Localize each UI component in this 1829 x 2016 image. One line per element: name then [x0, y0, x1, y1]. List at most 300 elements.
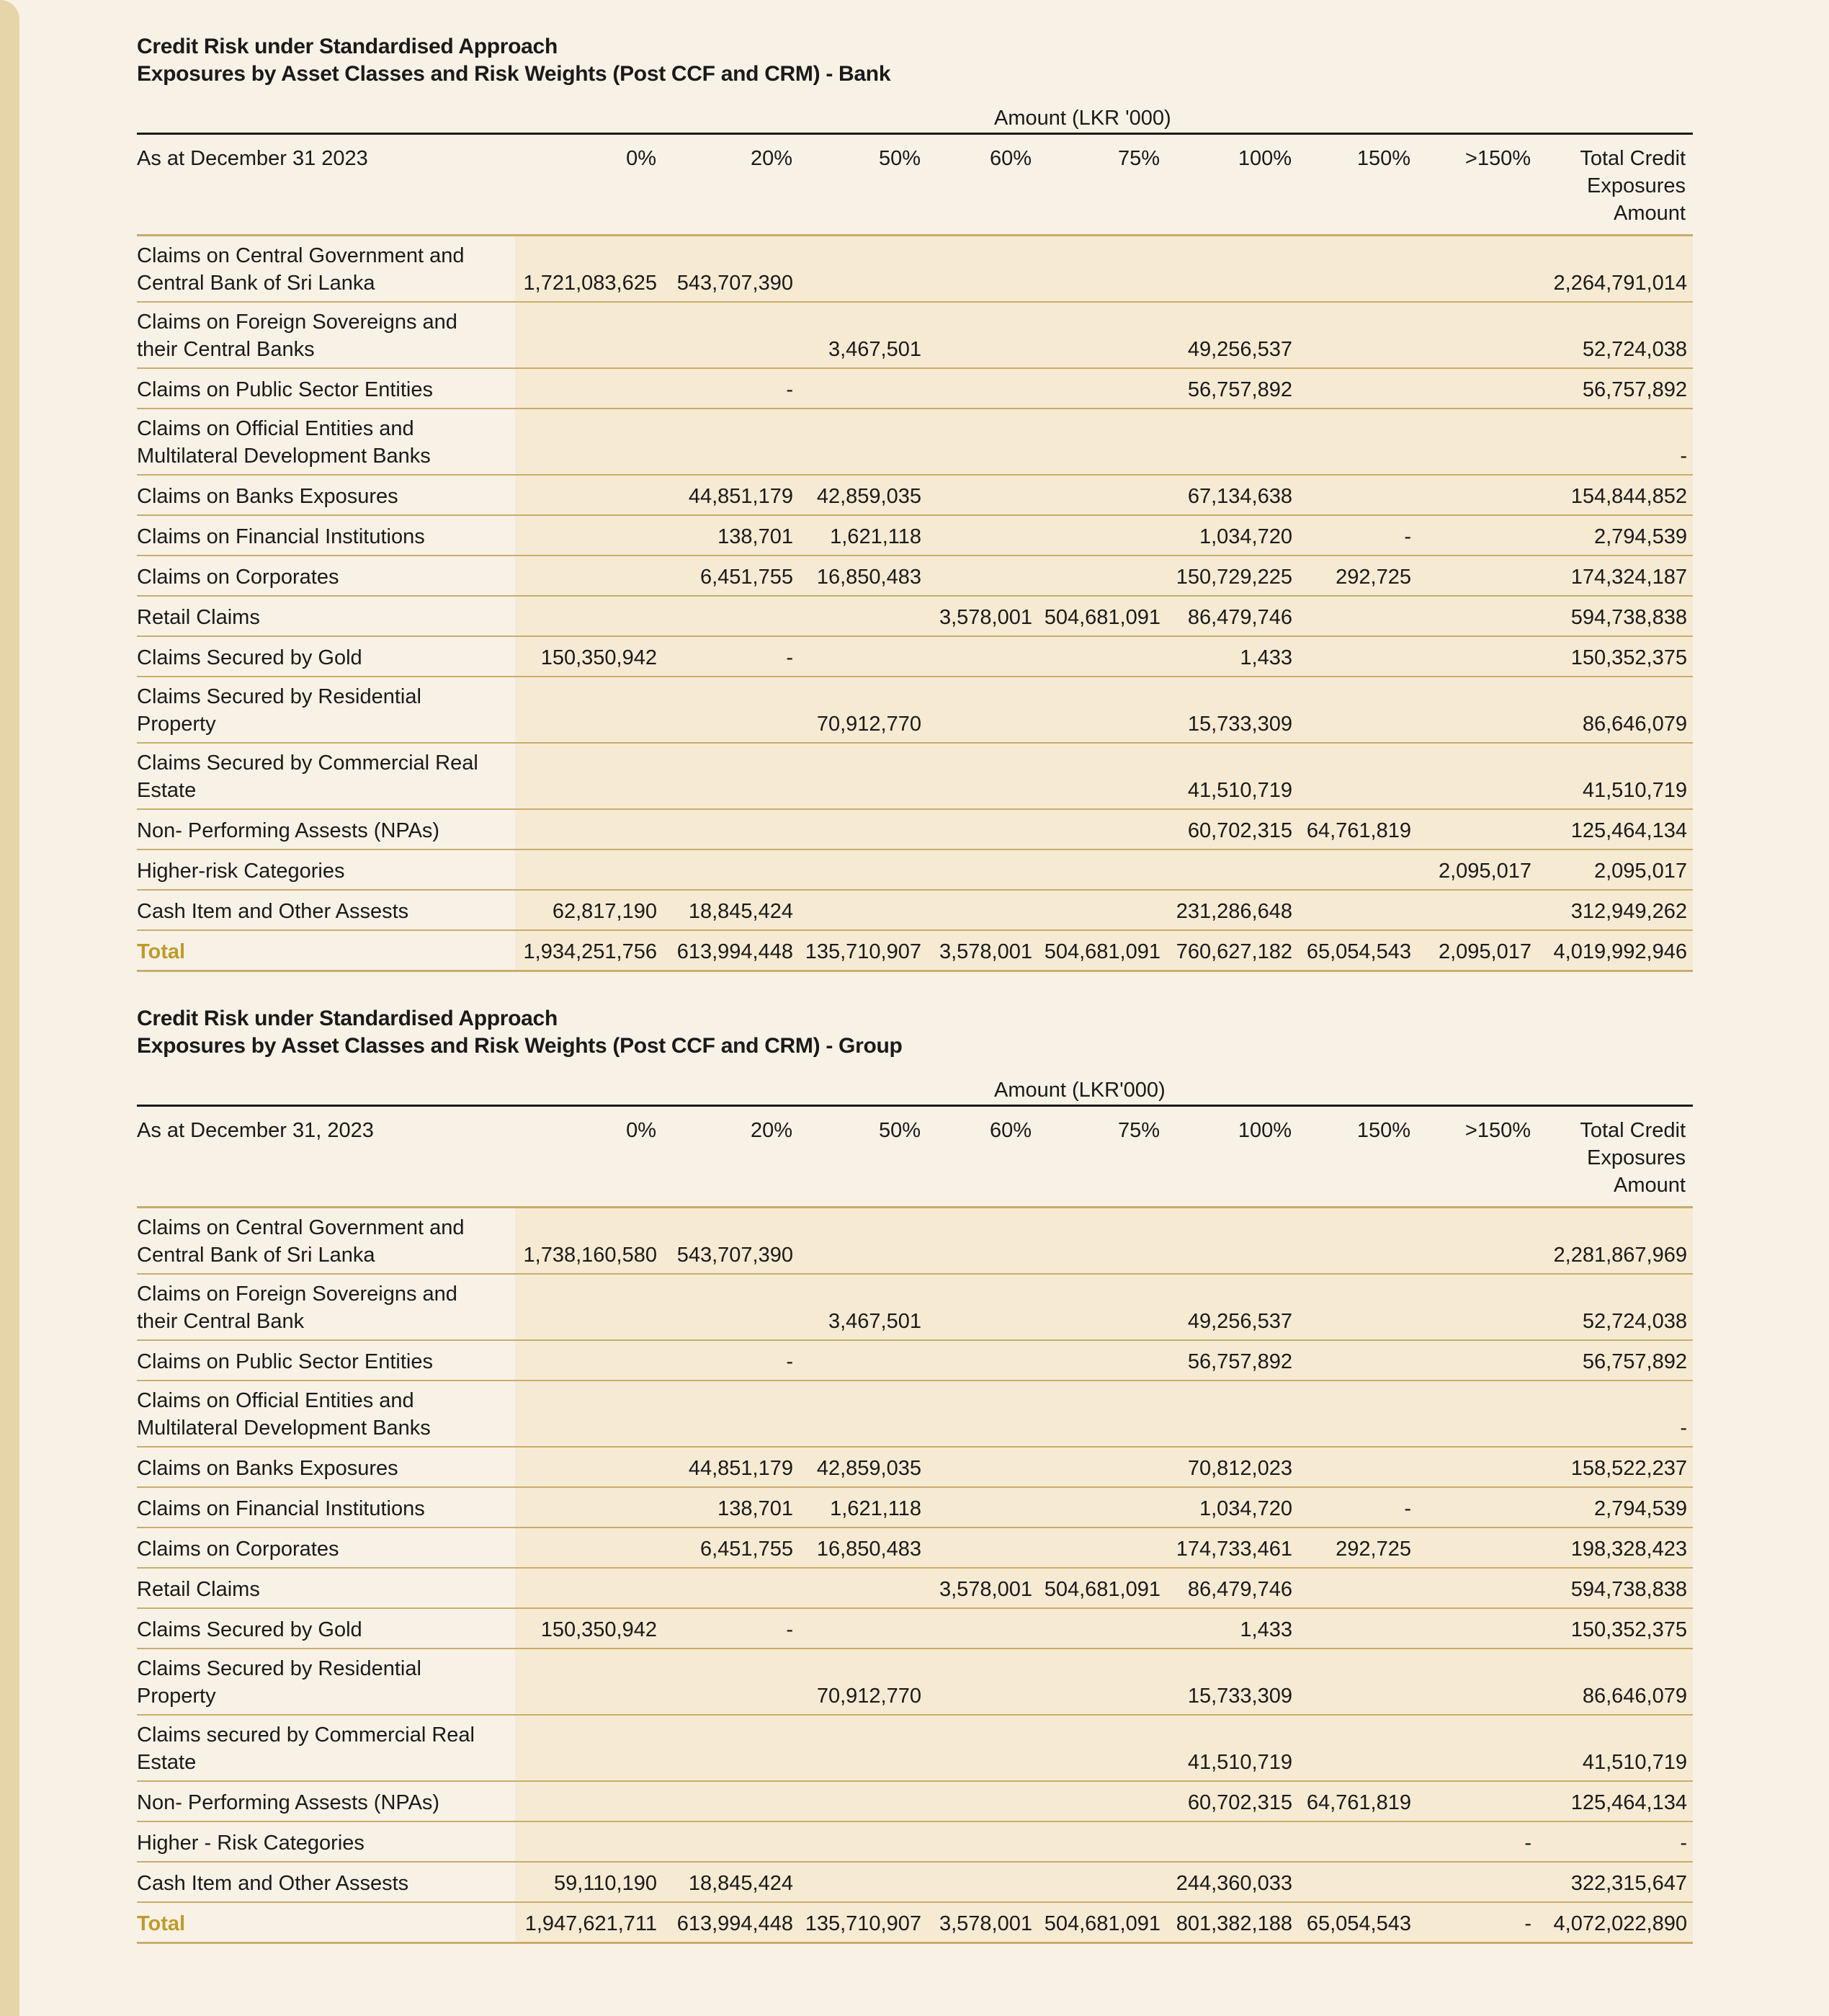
- cell-0pct: [515, 1381, 663, 1447]
- total-cell-100pct: 760,627,182: [1166, 930, 1298, 971]
- cell-60pct: [927, 475, 1038, 515]
- cell-60pct: [927, 1274, 1038, 1340]
- col-total-line3: Amount: [1614, 1174, 1686, 1197]
- table-row: [137, 1649, 1693, 1715]
- asset-class-line1: Claims on Financial Institutions: [137, 1497, 425, 1520]
- cell-60pct: [927, 368, 1038, 409]
- table-row: [137, 302, 1693, 368]
- cell-gt150pct: [1417, 1208, 1537, 1274]
- col-total-line1: Total Credit: [1580, 147, 1686, 170]
- table-row: [137, 1487, 1693, 1527]
- cell-gt150pct: [1417, 1608, 1537, 1649]
- cell-75pct: [1038, 1527, 1166, 1568]
- cell-gt150pct: [1417, 409, 1537, 475]
- asset-class-label: [137, 302, 515, 368]
- cell-0pct: [515, 1781, 663, 1821]
- cell-75pct: [1038, 475, 1166, 515]
- cell-150pct: 64,761,819: [1298, 809, 1417, 849]
- asset-class-line1: Claims Secured by Gold: [137, 1618, 362, 1641]
- cell-0pct: 1,738,160,580: [515, 1208, 663, 1274]
- bank-table-section: [137, 33, 1693, 972]
- asset-class-label: [137, 1821, 515, 1862]
- table-row: [137, 1381, 1693, 1447]
- cell-100pct: 86,479,746: [1166, 1568, 1298, 1608]
- total-cell-gt150pct: -: [1417, 1902, 1537, 1943]
- table-row: [137, 743, 1693, 809]
- cell-60pct: [927, 1781, 1038, 1821]
- cell-gt150pct: [1417, 556, 1537, 596]
- col-50pct: 50%: [878, 1119, 921, 1142]
- col-150pct: 150%: [1356, 147, 1410, 170]
- cell-100pct: 86,479,746: [1166, 596, 1298, 636]
- table-row: [137, 1274, 1693, 1340]
- asset-class-line2: Property: [137, 713, 216, 736]
- cell-20pct: 6,451,755: [663, 1527, 799, 1568]
- group-column-headers: [137, 1107, 1693, 1206]
- asset-class-line1: Non- Performing Assests (NPAs): [137, 1791, 440, 1814]
- cell-50pct: [799, 1340, 927, 1381]
- asset-class-line1: Higher - Risk Categories: [137, 1832, 365, 1855]
- asset-class-label: [137, 1487, 515, 1527]
- table-row: [137, 1781, 1693, 1821]
- cell-60pct: 3,578,001: [927, 596, 1038, 636]
- cell-20pct: [663, 409, 799, 475]
- cell-gt150pct: [1417, 368, 1537, 409]
- asset-class-line2: their Central Banks: [137, 338, 315, 361]
- cell-0pct: [515, 556, 663, 596]
- col-60pct: 60%: [989, 147, 1032, 170]
- col-60pct: 60%: [989, 1119, 1032, 1142]
- total-label: Total: [137, 930, 515, 971]
- cell-150pct: [1298, 1274, 1417, 1340]
- total-cell-total: 4,019,992,946: [1537, 930, 1693, 971]
- asset-class-line1: Claims Secured by Residential: [137, 685, 421, 708]
- cell-gt150pct: [1417, 1447, 1537, 1487]
- cell-0pct: [515, 1568, 663, 1608]
- cell-150pct: [1298, 409, 1417, 475]
- asset-class-line2: Central Bank of Sri Lanka: [137, 1244, 375, 1267]
- cell-60pct: [927, 1821, 1038, 1862]
- table-row: [137, 1568, 1693, 1608]
- asset-class-label: [137, 596, 515, 636]
- cell-20pct: [663, 743, 799, 809]
- cell-gt150pct: [1417, 236, 1537, 302]
- group-title: Credit Risk under Standardised Approach: [137, 1007, 558, 1030]
- cell-50pct: [799, 1821, 927, 1862]
- cell-150pct: [1298, 743, 1417, 809]
- cell-gt150pct: -: [1417, 1821, 1537, 1862]
- cell-0pct: [515, 743, 663, 809]
- total-cell-75pct: 504,681,091: [1038, 1902, 1166, 1943]
- cell-100pct: 15,733,309: [1166, 677, 1298, 743]
- total-cell-0pct: 1,947,621,711: [515, 1902, 663, 1943]
- cell-50pct: 16,850,483: [799, 1527, 927, 1568]
- cell-60pct: [927, 556, 1038, 596]
- cell-100pct: 15,733,309: [1166, 1649, 1298, 1715]
- table-row: [137, 409, 1693, 475]
- asset-class-line1: Claims on Foreign Sovereigns and: [137, 311, 457, 334]
- cell-20pct: 44,851,179: [663, 475, 799, 515]
- cell-75pct: [1038, 1608, 1166, 1649]
- asset-class-label: [137, 556, 515, 596]
- asset-class-line1: Claims on Financial Institutions: [137, 525, 425, 548]
- cell-50pct: [799, 743, 927, 809]
- cell-total: -: [1537, 409, 1693, 475]
- cell-75pct: [1038, 368, 1166, 409]
- cell-100pct: 56,757,892: [1166, 1340, 1298, 1381]
- total-cell-total: 4,072,022,890: [1537, 1902, 1693, 1943]
- cell-total: 154,844,852: [1537, 475, 1693, 515]
- table-row: [137, 1447, 1693, 1487]
- cell-150pct: [1298, 890, 1417, 930]
- asset-class-label: [137, 809, 515, 849]
- cell-150pct: [1298, 475, 1417, 515]
- cell-total: 158,522,237: [1537, 1447, 1693, 1487]
- col-total-line3: Amount: [1614, 202, 1686, 225]
- cell-100pct: 60,702,315: [1166, 1781, 1298, 1821]
- cell-60pct: [927, 1208, 1038, 1274]
- table-row: [137, 475, 1693, 515]
- table-row: [137, 636, 1693, 677]
- cell-20pct: [663, 809, 799, 849]
- cell-100pct: [1166, 1381, 1298, 1447]
- cell-150pct: [1298, 636, 1417, 677]
- asset-class-line1: Claims on Central Government and: [137, 1216, 465, 1239]
- cell-75pct: [1038, 1821, 1166, 1862]
- asset-class-label: [137, 1340, 515, 1381]
- group-subtitle: Exposures by Asset Classes and Risk Weights (Post CCF and CRM) - Group: [137, 1034, 903, 1058]
- cell-150pct: [1298, 1715, 1417, 1781]
- asset-class-line2: Central Bank of Sri Lanka: [137, 272, 375, 295]
- cell-75pct: [1038, 890, 1166, 930]
- asset-class-line1: Non- Performing Assests (NPAs): [137, 819, 440, 842]
- col-75pct: 75%: [1117, 147, 1160, 170]
- cell-20pct: 543,707,390: [663, 1208, 799, 1274]
- cell-total: 125,464,134: [1537, 809, 1693, 849]
- cell-20pct: [663, 1781, 799, 1821]
- cell-75pct: [1038, 1381, 1166, 1447]
- cell-150pct: [1298, 236, 1417, 302]
- cell-total: 56,757,892: [1537, 368, 1693, 409]
- table-row: [137, 677, 1693, 743]
- cell-total: -: [1537, 1821, 1693, 1862]
- table-row: [137, 596, 1693, 636]
- col-total: [1580, 145, 1686, 227]
- amount-unit-label: Amount (LKR '000): [994, 107, 1171, 130]
- cell-60pct: [927, 1862, 1038, 1902]
- cell-75pct: [1038, 636, 1166, 677]
- col-total-line2: Exposures: [1586, 174, 1686, 197]
- cell-20pct: [663, 677, 799, 743]
- cell-50pct: [799, 1208, 927, 1274]
- cell-20pct: 138,701: [663, 515, 799, 556]
- asset-class-line1: Claims on Official Entities and: [137, 417, 414, 440]
- cell-0pct: 150,350,942: [515, 636, 663, 677]
- cell-150pct: [1298, 1381, 1417, 1447]
- cell-0pct: 150,350,942: [515, 1608, 663, 1649]
- cell-20pct: 18,845,424: [663, 1862, 799, 1902]
- total-cell-gt150pct: 2,095,017: [1417, 930, 1537, 971]
- group-exposure-table: [137, 1208, 1693, 1944]
- asset-class-label: [137, 1447, 515, 1487]
- cell-50pct: [799, 1862, 927, 1902]
- cell-20pct: 6,451,755: [663, 556, 799, 596]
- asset-class-line1: Claims on Official Entities and: [137, 1389, 414, 1412]
- bank-subtitle: Exposures by Asset Classes and Risk Weights (Post CCF and CRM) - Bank: [137, 62, 891, 86]
- cell-total: 41,510,719: [1537, 1715, 1693, 1781]
- cell-20pct: -: [663, 1340, 799, 1381]
- cell-0pct: [515, 475, 663, 515]
- cell-150pct: [1298, 1649, 1417, 1715]
- cell-20pct: 543,707,390: [663, 236, 799, 302]
- cell-150pct: 64,761,819: [1298, 1781, 1417, 1821]
- cell-0pct: [515, 1649, 663, 1715]
- cell-50pct: [799, 636, 927, 677]
- cell-75pct: [1038, 677, 1166, 743]
- cell-100pct: 174,733,461: [1166, 1527, 1298, 1568]
- cell-60pct: [927, 849, 1038, 890]
- asset-class-label: [137, 1208, 515, 1274]
- table-row: [137, 1608, 1693, 1649]
- cell-total: 56,757,892: [1537, 1340, 1693, 1381]
- asset-class-line2: Estate: [137, 1751, 197, 1774]
- cell-50pct: 70,912,770: [799, 677, 927, 743]
- cell-100pct: 150,729,225: [1166, 556, 1298, 596]
- cell-50pct: [799, 368, 927, 409]
- cell-0pct: [515, 596, 663, 636]
- cell-150pct: [1298, 1821, 1417, 1862]
- total-label: Total: [137, 1902, 515, 1943]
- cell-total: 150,352,375: [1537, 1608, 1693, 1649]
- cell-75pct: [1038, 809, 1166, 849]
- asset-class-label: [137, 1649, 515, 1715]
- cell-100pct: 244,360,033: [1166, 1862, 1298, 1902]
- asset-class-label: [137, 1862, 515, 1902]
- cell-100pct: 60,702,315: [1166, 809, 1298, 849]
- cell-50pct: 1,621,118: [799, 515, 927, 556]
- cell-gt150pct: [1417, 515, 1537, 556]
- cell-0pct: [515, 1715, 663, 1781]
- cell-0pct: [515, 1447, 663, 1487]
- cell-50pct: 1,621,118: [799, 1487, 927, 1527]
- cell-gt150pct: [1417, 890, 1537, 930]
- cell-100pct: 49,256,537: [1166, 302, 1298, 368]
- cell-100pct: [1166, 236, 1298, 302]
- cell-50pct: [799, 1715, 927, 1781]
- asset-class-label: [137, 1527, 515, 1568]
- col-50pct: 50%: [878, 147, 921, 170]
- cell-total: 174,324,187: [1537, 556, 1693, 596]
- cell-gt150pct: [1417, 302, 1537, 368]
- cell-20pct: [663, 1821, 799, 1862]
- asset-class-label: [137, 236, 515, 302]
- cell-0pct: [515, 1527, 663, 1568]
- cell-100pct: 67,134,638: [1166, 475, 1298, 515]
- cell-total: 2,794,539: [1537, 1487, 1693, 1527]
- as-at-date: As at December 31, 2023: [137, 1119, 374, 1142]
- cell-gt150pct: [1417, 1781, 1537, 1821]
- col-75pct: 75%: [1117, 1119, 1160, 1142]
- cell-0pct: [515, 809, 663, 849]
- cell-0pct: 59,110,190: [515, 1862, 663, 1902]
- cell-75pct: [1038, 236, 1166, 302]
- cell-75pct: [1038, 409, 1166, 475]
- cell-75pct: 504,681,091: [1038, 596, 1166, 636]
- cell-total: 594,738,838: [1537, 1568, 1693, 1608]
- amount-unit-label: Amount (LKR'000): [994, 1079, 1166, 1102]
- cell-150pct: -: [1298, 1487, 1417, 1527]
- cell-60pct: [927, 409, 1038, 475]
- cell-60pct: [927, 636, 1038, 677]
- asset-class-line1: Claims on Corporates: [137, 1538, 339, 1561]
- asset-class-label: [137, 515, 515, 556]
- cell-0pct: [515, 515, 663, 556]
- asset-class-line1: Higher-risk Categories: [137, 860, 345, 883]
- cell-20pct: -: [663, 1608, 799, 1649]
- cell-gt150pct: [1417, 1568, 1537, 1608]
- cell-75pct: [1038, 1862, 1166, 1902]
- cell-100pct: 231,286,648: [1166, 890, 1298, 930]
- cell-gt150pct: [1417, 1274, 1537, 1340]
- cell-gt150pct: [1417, 677, 1537, 743]
- table-row: [137, 1821, 1693, 1862]
- cell-100pct: [1166, 1821, 1298, 1862]
- cell-0pct: [515, 1340, 663, 1381]
- cell-100pct: 1,034,720: [1166, 1487, 1298, 1527]
- cell-150pct: [1298, 1568, 1417, 1608]
- cell-gt150pct: [1417, 1862, 1537, 1902]
- page-edge-bar: [0, 0, 19, 2016]
- col-100pct: 100%: [1238, 1119, 1292, 1142]
- cell-20pct: 138,701: [663, 1487, 799, 1527]
- cell-0pct: [515, 849, 663, 890]
- bank-column-headers: [137, 135, 1693, 234]
- cell-0pct: [515, 409, 663, 475]
- cell-20pct: [663, 1381, 799, 1447]
- col-total-line1: Total Credit: [1580, 1119, 1686, 1142]
- cell-60pct: [927, 1527, 1038, 1568]
- asset-class-line2: Multilateral Development Banks: [137, 1417, 431, 1440]
- cell-150pct: 292,725: [1298, 1527, 1417, 1568]
- cell-150pct: -: [1298, 515, 1417, 556]
- asset-class-line1: Cash Item and Other Assests: [137, 900, 409, 923]
- cell-0pct: [515, 1274, 663, 1340]
- cell-50pct: [799, 1781, 927, 1821]
- asset-class-line1: Cash Item and Other Assests: [137, 1872, 409, 1895]
- col-total: [1580, 1117, 1686, 1199]
- cell-75pct: [1038, 1208, 1166, 1274]
- col-gt150pct: >150%: [1464, 147, 1531, 170]
- cell-50pct: [799, 890, 927, 930]
- cell-20pct: 18,845,424: [663, 890, 799, 930]
- table-row: [137, 849, 1693, 890]
- asset-class-label: [137, 368, 515, 409]
- asset-class-line1: Claims secured by Commercial Real: [137, 1723, 475, 1747]
- table-row: [137, 1715, 1693, 1781]
- asset-class-line1: Claims on Central Government and: [137, 244, 465, 267]
- asset-class-label: [137, 409, 515, 475]
- cell-total: 52,724,038: [1537, 302, 1693, 368]
- cell-total: 594,738,838: [1537, 596, 1693, 636]
- cell-0pct: 62,817,190: [515, 890, 663, 930]
- cell-50pct: 3,467,501: [799, 302, 927, 368]
- cell-75pct: [1038, 1447, 1166, 1487]
- cell-gt150pct: [1417, 809, 1537, 849]
- cell-gt150pct: 2,095,017: [1417, 849, 1537, 890]
- cell-150pct: [1298, 368, 1417, 409]
- cell-75pct: [1038, 1487, 1166, 1527]
- cell-0pct: [515, 302, 663, 368]
- cell-gt150pct: [1417, 743, 1537, 809]
- asset-class-line2: Multilateral Development Banks: [137, 445, 431, 468]
- cell-100pct: 1,433: [1166, 1608, 1298, 1649]
- total-cell-150pct: 65,054,543: [1298, 1902, 1417, 1943]
- col-0pct: 0%: [626, 147, 656, 170]
- cell-100pct: 1,034,720: [1166, 515, 1298, 556]
- total-row: [137, 1902, 1693, 1943]
- cell-0pct: [515, 1487, 663, 1527]
- cell-60pct: [927, 1381, 1038, 1447]
- cell-total: 86,646,079: [1537, 1649, 1693, 1715]
- group-table-section: [137, 1005, 1693, 1944]
- cell-0pct: [515, 368, 663, 409]
- total-cell-20pct: 613,994,448: [663, 930, 799, 971]
- cell-100pct: [1166, 1208, 1298, 1274]
- cell-total: 52,724,038: [1537, 1274, 1693, 1340]
- cell-75pct: [1038, 849, 1166, 890]
- cell-150pct: [1298, 849, 1417, 890]
- cell-100pct: [1166, 849, 1298, 890]
- cell-0pct: [515, 677, 663, 743]
- cell-0pct: 1,721,083,625: [515, 236, 663, 302]
- col-20pct: 20%: [750, 147, 792, 170]
- cell-100pct: 49,256,537: [1166, 1274, 1298, 1340]
- col-total-line2: Exposures: [1586, 1146, 1686, 1169]
- cell-60pct: [927, 515, 1038, 556]
- cell-gt150pct: [1417, 1381, 1537, 1447]
- cell-75pct: [1038, 515, 1166, 556]
- asset-class-line1: Claims Secured by Commercial Real: [137, 751, 478, 775]
- cell-150pct: [1298, 302, 1417, 368]
- asset-class-label: [137, 1568, 515, 1608]
- cell-20pct: -: [663, 636, 799, 677]
- table-row: [137, 515, 1693, 556]
- cell-60pct: [927, 743, 1038, 809]
- total-row: [137, 930, 1693, 971]
- table-row: [137, 1862, 1693, 1902]
- asset-class-label: [137, 849, 515, 890]
- bank-title: Credit Risk under Standardised Approach: [137, 35, 558, 58]
- cell-total: 125,464,134: [1537, 1781, 1693, 1821]
- cell-total: 322,315,647: [1537, 1862, 1693, 1902]
- asset-class-label: [137, 475, 515, 515]
- cell-150pct: [1298, 1340, 1417, 1381]
- cell-75pct: 504,681,091: [1038, 1568, 1166, 1608]
- cell-gt150pct: [1417, 1487, 1537, 1527]
- cell-20pct: [663, 302, 799, 368]
- total-cell-50pct: 135,710,907: [799, 930, 927, 971]
- cell-75pct: [1038, 1715, 1166, 1781]
- cell-50pct: [799, 236, 927, 302]
- cell-20pct: [663, 849, 799, 890]
- cell-total: 312,949,262: [1537, 890, 1693, 930]
- bank-exposure-table: [137, 236, 1693, 972]
- cell-gt150pct: [1417, 1340, 1537, 1381]
- cell-75pct: [1038, 556, 1166, 596]
- cell-50pct: [799, 1568, 927, 1608]
- cell-gt150pct: [1417, 636, 1537, 677]
- asset-class-line2: their Central Bank: [137, 1310, 305, 1333]
